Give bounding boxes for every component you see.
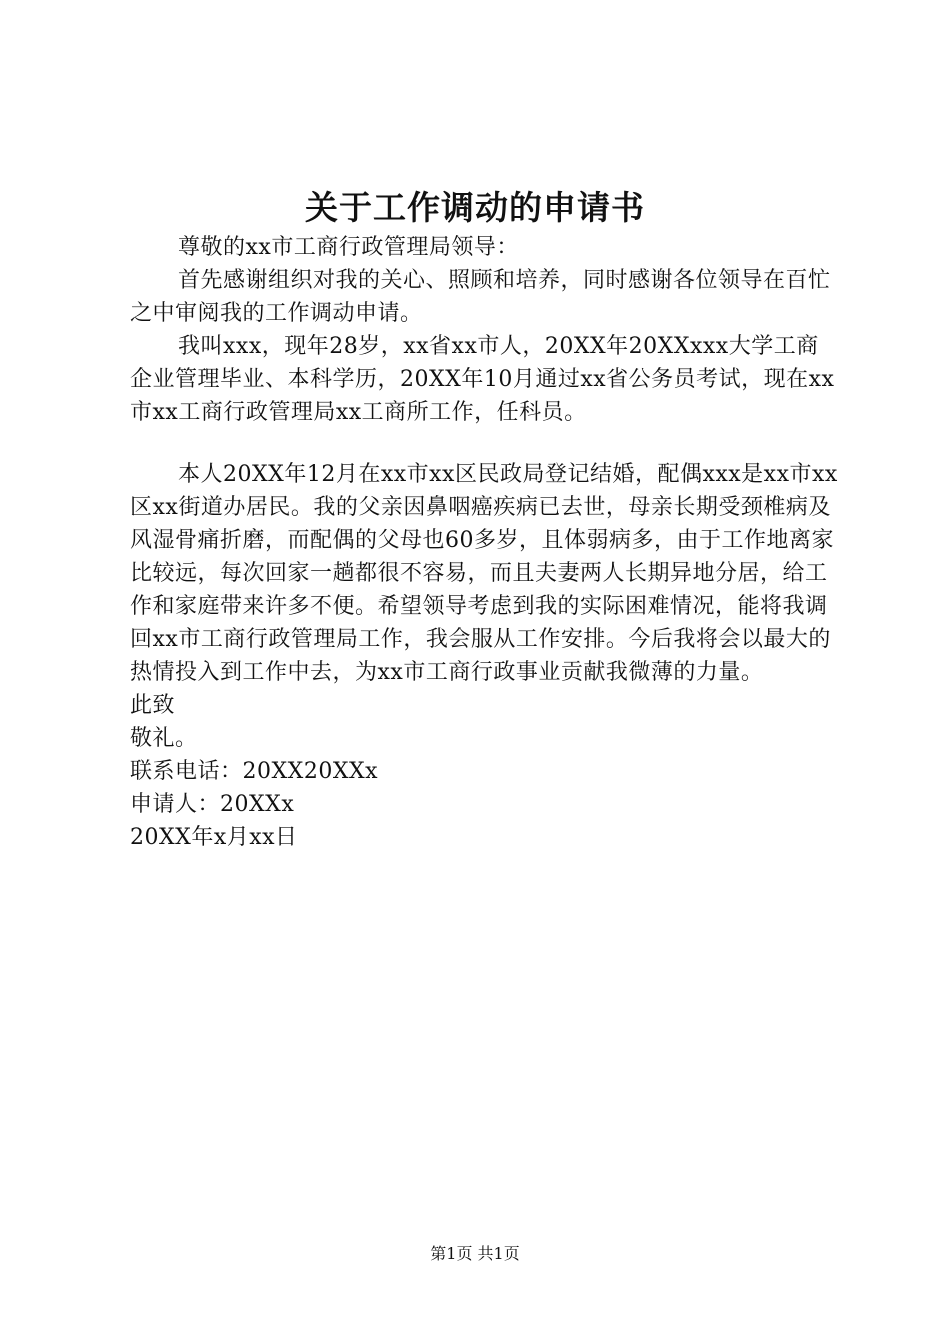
applicant-name: 申请人：20XXx	[130, 792, 295, 817]
application-date: 20XX年x月xx日	[130, 825, 298, 850]
document-body	[130, 231, 840, 854]
paragraph-thanks: 首先感谢组织对我的关心、照顾和培养，同时感谢各位领导在百忙之中审阅我的工作调动申请。	[130, 268, 831, 326]
closing-salute-2: 敬礼。	[130, 726, 198, 751]
page-number-footer: 第1页 共1页	[430, 1244, 520, 1263]
contact-phone: 联系电话：20XX20XXx	[130, 759, 379, 784]
paragraph-spacer	[130, 429, 840, 458]
closing-salute-1: 此致	[130, 693, 176, 718]
document-title: 关于工作调动的申请书	[305, 188, 645, 227]
salutation: 尊敬的xx市工商行政管理局领导：	[178, 235, 519, 260]
paragraph-introduction: 我叫xxx，现年28岁，xx省xx市人，20XX年20XXxxx大学工商企业管理毕业、本科学历，20XX年10月通过xx省公务员考试，现在xx市xx工商行政管理局xx工商所工作，任科员。	[130, 334, 835, 425]
paragraph-reason: 本人20XX年12月在xx市xx区民政局登记结婚，配偶xxx是xx市xx区xx街道办居民。我的父亲因鼻咽癌疾病已去世，母亲长期受颈椎病及风湿骨痛折磨，而配偶的父母也60多岁，且体弱病多，由于工作地离家比较远，每次回家一趟都很不容易，而且夫妻两人长期异地分居，给工作和家庭带来许多不便。希望领导考虑到我的实际困难情况，能将我调回xx市工商行政管理局工作，我会服从工作安排。今后我将会以最大的热情投入到工作中去，为xx市工商行政事业贡献我微薄的力量。	[130, 462, 838, 685]
